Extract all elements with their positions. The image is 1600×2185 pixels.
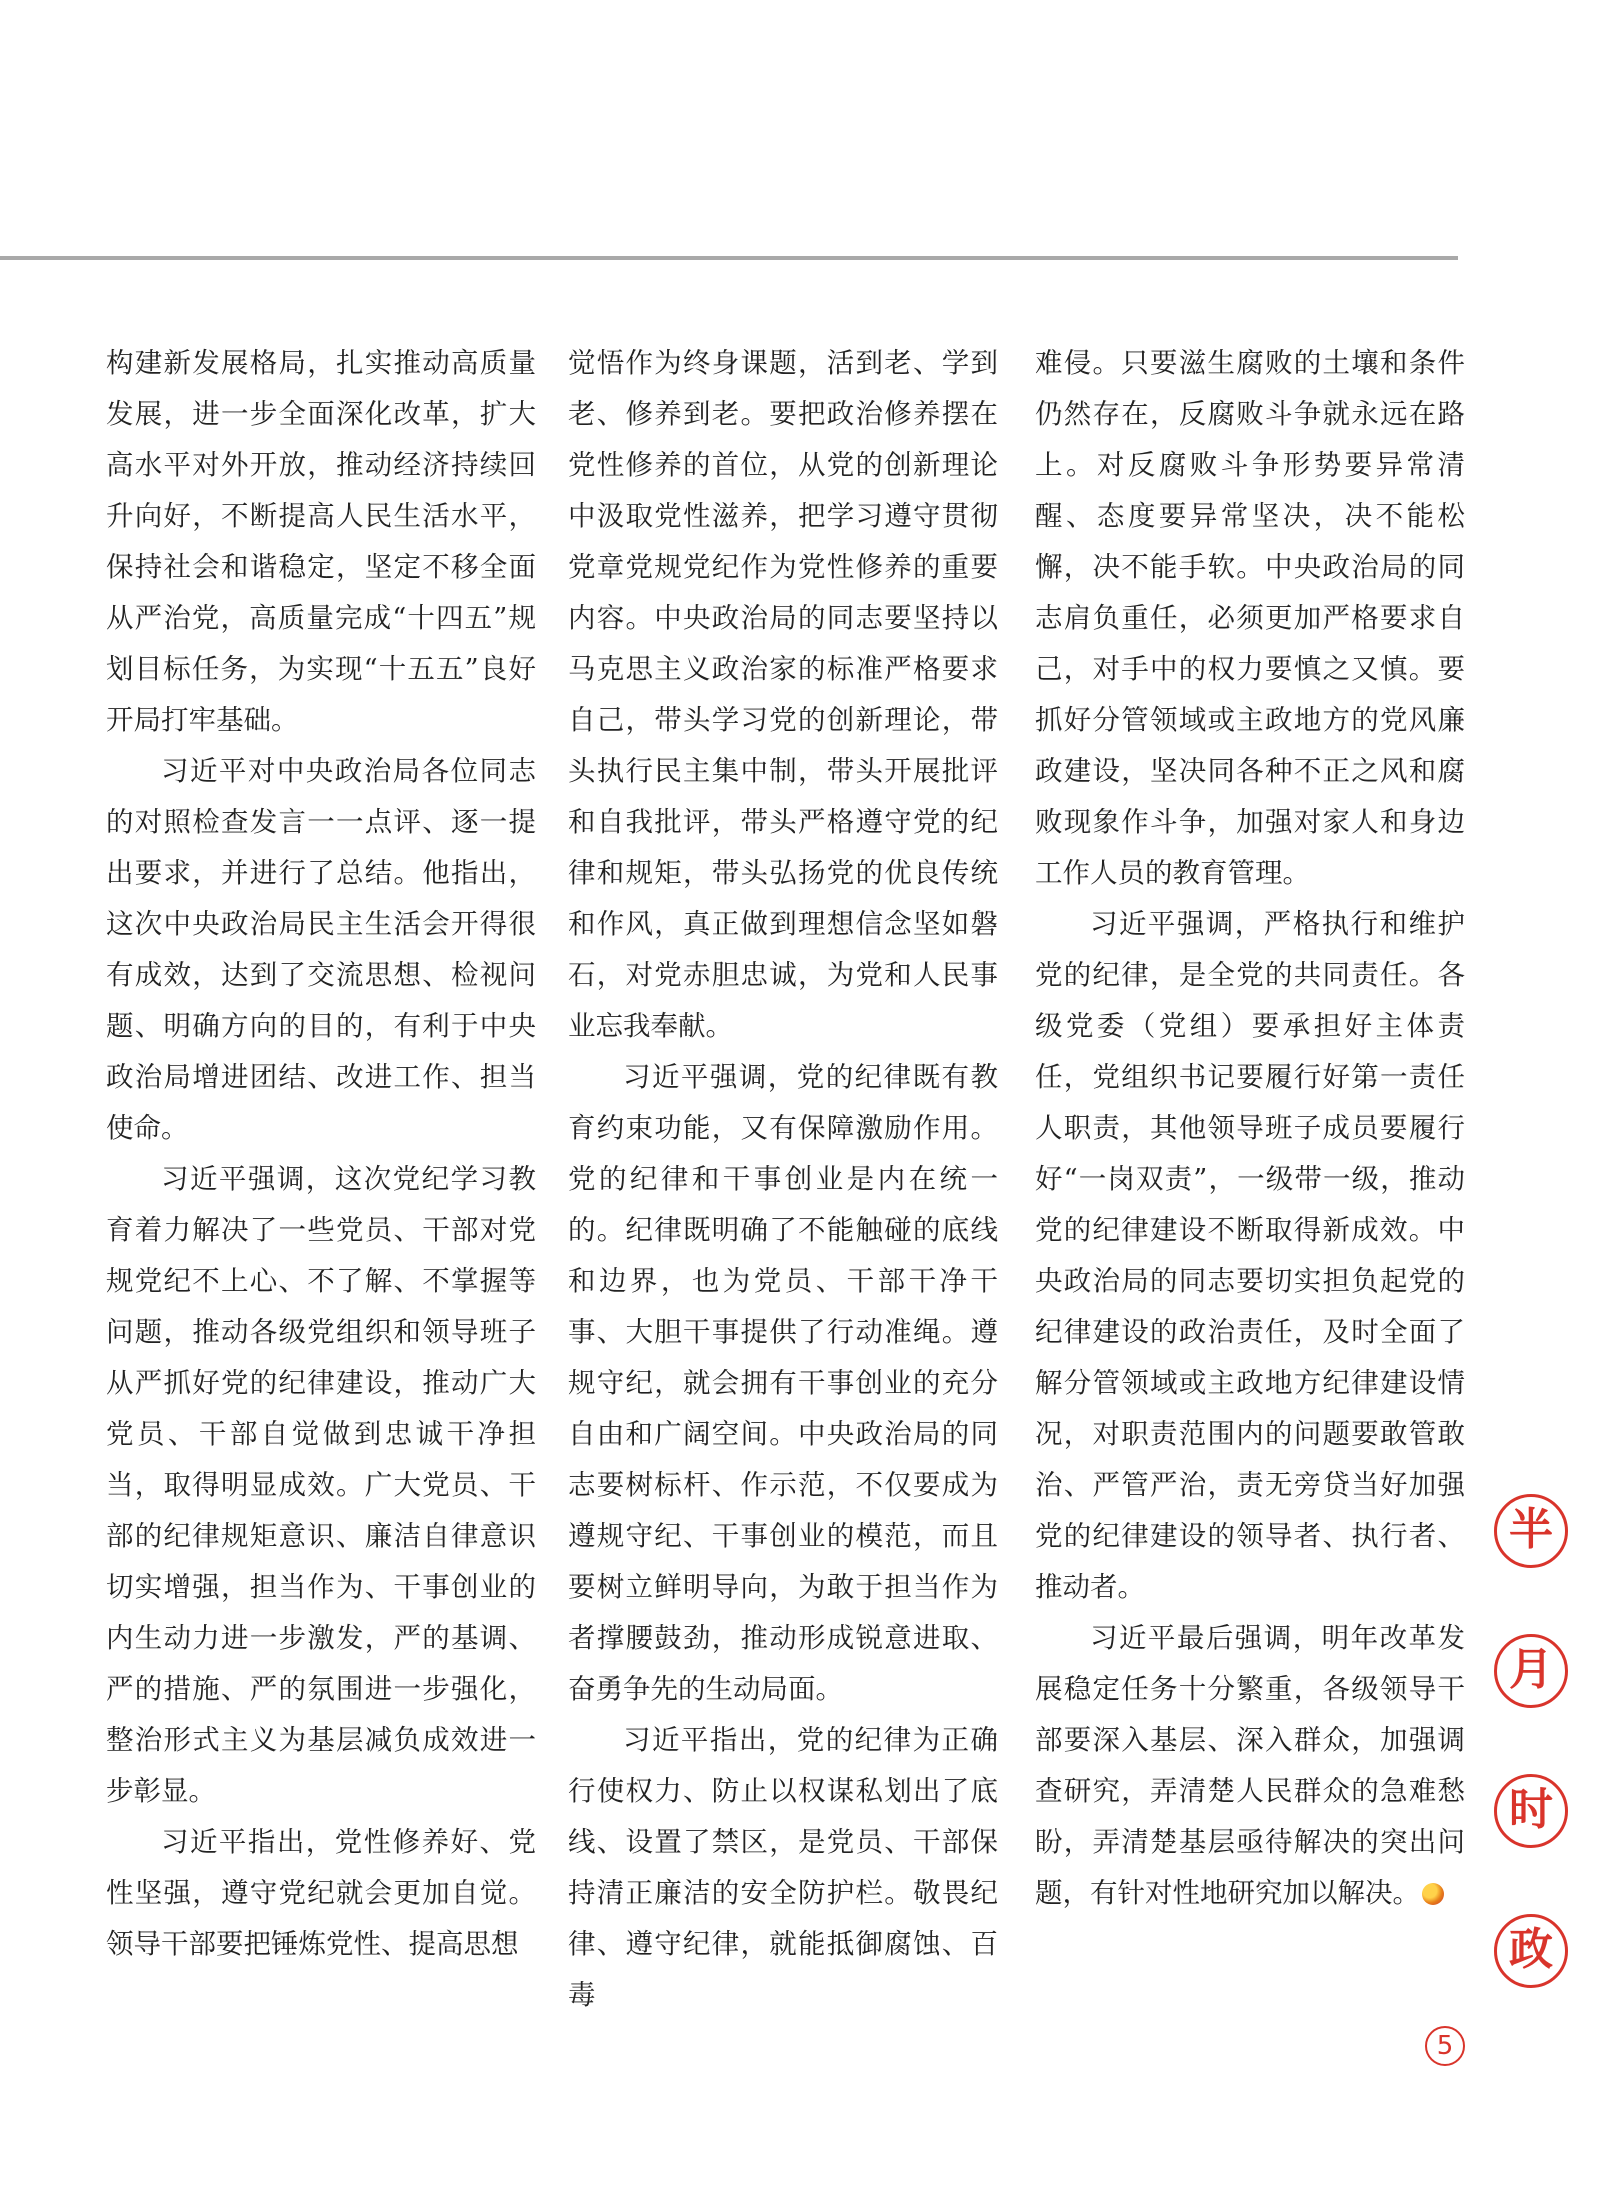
paragraph: 习近平强调，严格执行和维护党的纪律，是全党的共同责任。各级党委（党组）要承担好主体责任，党组织书记要履行好第一责任人职责，其他领导班子成员要履行好“一岗双责”，一级带一级，推动党的纪律建设不断取得新成效。中央政治局的同志要切实担负起党的纪律建设的政治责任，及时全面了解分管领域或主政地方纪律建设情况，对职责范围内的问题要敢管敢治、严管严治，责无旁贷当好加强党的纪律建设的领导者、执行者、推动者。: [1035, 908, 1465, 1603]
text-column-3: [1035, 338, 1465, 1919]
text-column-1: [106, 338, 536, 1970]
text-column-2: [568, 338, 998, 2021]
paragraph: 习近平强调，党的纪律既有教育约束功能，又有保障激励作用。党的纪律和干事创业是内在统一的。纪律既明确了不能触碰的底线和边界，也为党员、干部干净干事、大胆干事提供了行动准绳。遵规守纪，就会拥有干事创业的充分自由和广阔空间。中央政治局的同志要树标杆、作示范，不仅要成为遵规守纪、干事创业的模范，而且要树立鲜明导向，为敢于担当作为者撑腰鼓劲，推动形成锐意进取、奋勇争先的生动局面。: [568, 1061, 998, 1705]
paragraph: 习近平强调，这次党纪学习教育着力解决了一些党员、干部对党规党纪不上心、不了解、不掌握等问题，推动各级党组织和领导班子从严抓好党的纪律建设，推动广大党员、干部自觉做到忠诚干净担当，取得明显成效。广大党员、干部的纪律规矩意识、廉洁自律意识切实增强，担当作为、干事创业的内生动力进一步激发，严的基调、严的措施、严的氛围进一步强化，整治形式主义为基层减负成效进一步彰显。: [106, 1163, 536, 1807]
section-badge-char-4: 政: [1494, 1914, 1568, 1988]
paragraph: 习近平指出，党性修养好、党性坚强，遵守党纪就会更加自觉。领导干部要把锤炼党性、提高思想: [106, 1826, 536, 1960]
page-number: 5: [1425, 2026, 1465, 2066]
section-badge-char-3: 时: [1494, 1774, 1568, 1848]
paragraph: 难侵。只要滋生腐败的土壤和条件仍然存在，反腐败斗争就永远在路上。对反腐败斗争形势要异常清醒、态度要异常坚决，决不能松懈，决不能手软。中央政治局的同志肩负重任，必须更加严格要求自己，对手中的权力要慎之又慎。要抓好分管领域或主政地方的党风廉政建设，坚决同各种不正之风和腐败现象作斗争，加强对家人和身边工作人员的教育管理。: [1035, 347, 1465, 889]
paragraph: [1035, 1613, 1465, 1919]
paragraph: 习近平指出，党的纪律为正确行使权力、防止以权谋私划出了底线、设置了禁区，是党员、干部保持清正廉洁的安全防护栏。敬畏纪律、遵守纪律，就能抵御腐蚀、百毒: [568, 1724, 998, 2011]
closing-paragraph-text: 习近平最后强调，明年改革发展稳定任务十分繁重，各级领导干部要深入基层、深入群众，加强调查研究，弄清楚人民群众的急难愁盼，弄清楚基层亟待解决的突出问题，有针对性地研究加以解决。: [1035, 1622, 1465, 1909]
header-divider: [0, 256, 1458, 260]
paragraph: 习近平对中央政治局各位同志的对照检查发言一一点评、逐一提出要求，并进行了总结。他指出，这次中央政治局民主生活会开得很有成效，达到了交流思想、检视问题、明确方向的目的，有利于中央政治局增进团结、改进工作、担当使命。: [106, 755, 536, 1144]
end-mark-icon: [1422, 1883, 1444, 1905]
paragraph: 构建新发展格局，扎实推动高质量发展，进一步全面深化改革，扩大高水平对外开放，推动经济持续回升向好，不断提高人民生活水平，保持社会和谐稳定，坚定不移全面从严治党，高质量完成“十四五”规划目标任务，为实现“十五五”良好开局打牢基础。: [106, 347, 536, 736]
section-badge-char-2: 月: [1494, 1634, 1568, 1708]
paragraph: 觉悟作为终身课题，活到老、学到老、修养到老。要把政治修养摆在党性修养的首位，从党的创新理论中汲取党性滋养，把学习遵守贯彻党章党规党纪作为党性修养的重要内容。中央政治局的同志要坚持以马克思主义政治家的标准严格要求自己，带头学习党的创新理论，带头执行民主集中制，带头开展批评和自我批评，带头严格遵守党的纪律和规矩，带头弘扬党的优良传统和作风，真正做到理想信念坚如磐石，对党赤胆忠诚，为党和人民事业忘我奉献。: [568, 347, 998, 1042]
section-badge-char-1: 半: [1494, 1494, 1568, 1568]
